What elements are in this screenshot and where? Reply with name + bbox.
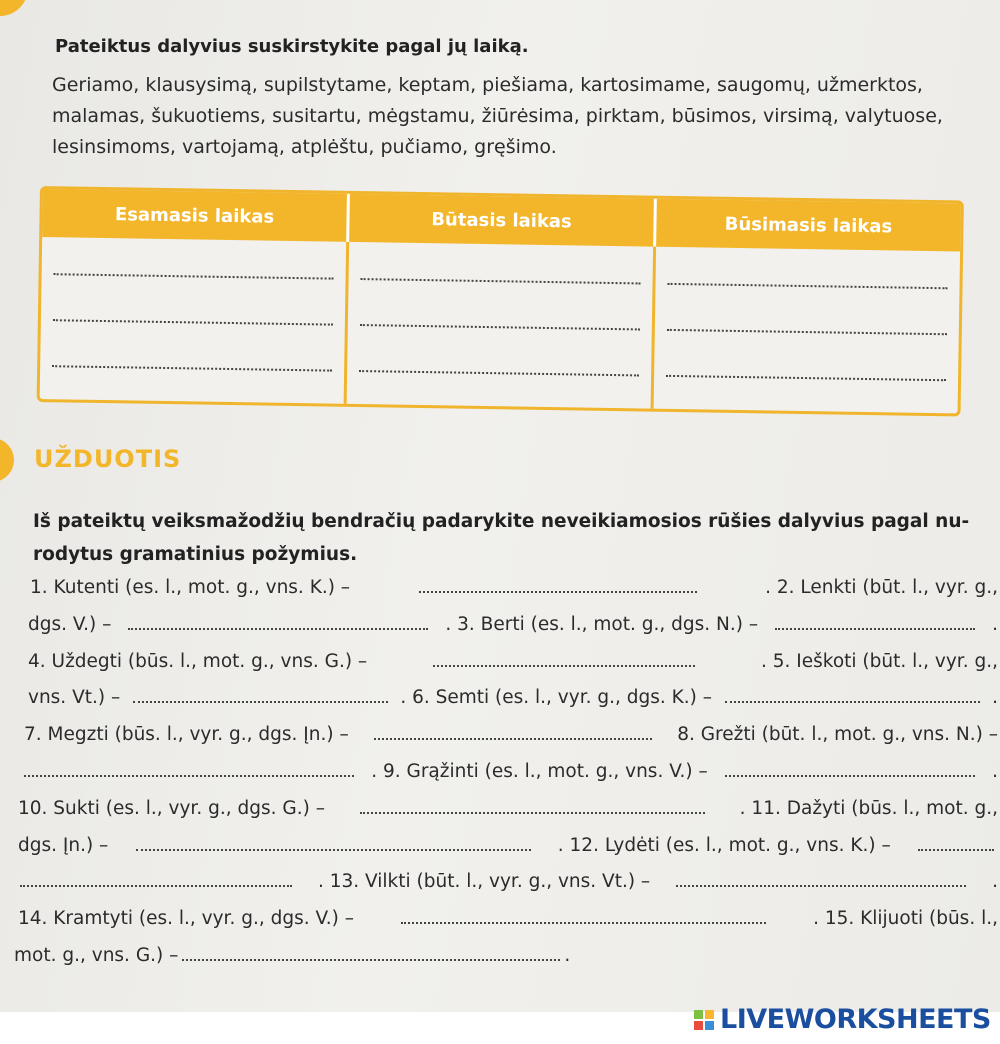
answer-line[interactable] — [359, 368, 639, 376]
liveworksheets-logo[interactable] — [694, 1004, 991, 1035]
exercise-prompt: . 3. Berti (es. l., mot. g., dgs. N.) – — [445, 613, 759, 635]
exercise-line — [18, 577, 998, 614]
exercise-prompt: . 2. Lenkti (būt. l., vyr. g., — [765, 577, 998, 598]
exercise-prompt: . 5. Ieškoti (būt. l., vyr. g., — [761, 650, 998, 672]
exercise-line — [14, 944, 998, 982]
answer-blank[interactable] — [136, 835, 531, 851]
exercise-line — [18, 687, 998, 724]
task-number-badge — [0, 438, 14, 482]
exercise-prompt: . 9. Grąžinti (es. l., mot. g., vns. V.) – — [371, 760, 708, 782]
answer-blank[interactable] — [676, 871, 966, 887]
exercise-prompt: dgs. Įn.) – — [18, 834, 109, 856]
answer-blank[interactable] — [775, 614, 975, 630]
table-body — [40, 237, 960, 413]
instruction-line: Iš pateiktų veiksmažodžių bendračių padarykite neveikiamosios rūšies dalyvius pagal nu- — [33, 511, 970, 532]
future-tense-column — [654, 247, 961, 414]
exercise-period: . — [992, 687, 998, 709]
instruction-line: rodytus gramatinius požymius. — [33, 544, 358, 565]
header-present-tense: Esamasis laikas — [42, 189, 350, 242]
answer-line[interactable] — [360, 322, 640, 330]
participle-word-list — [52, 70, 957, 163]
exercise-line — [18, 798, 998, 835]
word-line: malamas, šukuotiems, susitartu, mėgstamu, žiūrėsima, pirktam, būsimos, virsimą, valytuose, — [52, 105, 943, 127]
answer-line[interactable] — [54, 271, 334, 279]
exercise-prompt: 8. Grežti (būt. l., mot. g., vns. N.) – — [677, 724, 998, 746]
header-past-tense: Būtasis laikas — [349, 194, 657, 247]
answer-blank[interactable] — [20, 871, 292, 887]
answer-line[interactable] — [667, 327, 947, 335]
answer-blank[interactable] — [725, 761, 975, 777]
answer-line[interactable] — [666, 373, 946, 381]
exercise-prompt: 1. Kutenti (es. l., mot. g., vns. K.) – — [30, 577, 351, 598]
exercise-prompt: . 6. Semti (es. l., vyr. g., dgs. K.) – — [400, 687, 713, 709]
exercise-period: . — [992, 871, 998, 893]
exercise-line — [18, 835, 998, 872]
exercise-line — [18, 908, 998, 945]
past-tense-column — [347, 242, 657, 409]
exercise-period: . — [564, 944, 571, 966]
answer-blank[interactable] — [401, 908, 766, 924]
task-number-badge — [0, 0, 28, 16]
task-title: Pateiktus dalyvius suskirstykite pagal jų laiką. — [55, 36, 529, 57]
answer-line[interactable] — [668, 281, 948, 289]
exercise-line — [18, 724, 998, 761]
answer-blank[interactable] — [374, 724, 652, 740]
exercise-prompt: . 13. Vilkti (būt. l., vyr. g., vns. Vt.) – — [317, 871, 651, 893]
exercise-prompt: . 11. Dažyti (būs. l., mot. g., — [739, 797, 998, 819]
word-line: lesinsimoms, vartojamą, atplėštu, pučiamo, gręšimo. — [52, 136, 557, 158]
exercise-prompt: vns. Vt.) – — [28, 687, 121, 709]
exercise-prompt: . 12. Lydėti (es. l., mot. g., vns. K.) – — [557, 834, 891, 856]
exercise-prompt: 14. Kramtyti (es. l., vyr. g., dgs. V.) – — [18, 908, 354, 930]
answer-line[interactable] — [52, 363, 332, 371]
answer-blank[interactable] — [24, 761, 354, 777]
answer-line[interactable] — [361, 276, 641, 284]
liveworksheets-icon — [694, 1010, 714, 1030]
exercise-line — [18, 761, 998, 798]
answer-blank[interactable] — [128, 614, 428, 630]
answer-blank[interactable] — [133, 687, 388, 703]
exercise-prompt: mot. g., vns. G.) – — [14, 944, 179, 966]
present-tense-column — [40, 237, 350, 404]
instruction-text — [33, 505, 978, 571]
answer-blank[interactable] — [725, 687, 980, 703]
word-line: Geriamo, klausysimą, supilstytame, keptam, piešiama, kartosimame, saugomų, užmerktos, — [52, 74, 923, 96]
exercise-prompt: dgs. V.) – — [28, 613, 112, 635]
header-future-tense: Būsimasis laikas — [724, 213, 893, 237]
answer-line[interactable] — [53, 317, 333, 325]
exercise-period: . — [992, 760, 998, 782]
exercise-prompt: . 15. Klijuoti (būs. l., — [813, 908, 998, 930]
answer-blank[interactable] — [419, 577, 697, 593]
exercise-prompt: 7. Megzti (būs. l., vyr. g., dgs. Įn.) – — [24, 724, 349, 746]
exercise-period: . — [992, 613, 998, 635]
exercise-line — [18, 614, 998, 651]
exercise-line — [18, 651, 998, 688]
tense-table — [37, 186, 964, 416]
answer-blank[interactable] — [433, 651, 695, 667]
answer-blank[interactable] — [360, 798, 705, 814]
answer-blank[interactable] — [918, 835, 994, 851]
exercise-prompt: 4. Uždegti (būs. l., mot. g., vns. G.) – — [28, 650, 368, 672]
logo-text: LIVEWORKSHEETS — [720, 1004, 991, 1035]
answer-blank[interactable] — [182, 945, 560, 961]
exercise-prompt: 10. Sukti (es. l., vyr. g., dgs. G.) – — [18, 797, 325, 819]
exercise-block — [14, 577, 998, 982]
exercise-line — [18, 871, 998, 908]
section-heading: UŽDUOTIS — [34, 445, 182, 473]
